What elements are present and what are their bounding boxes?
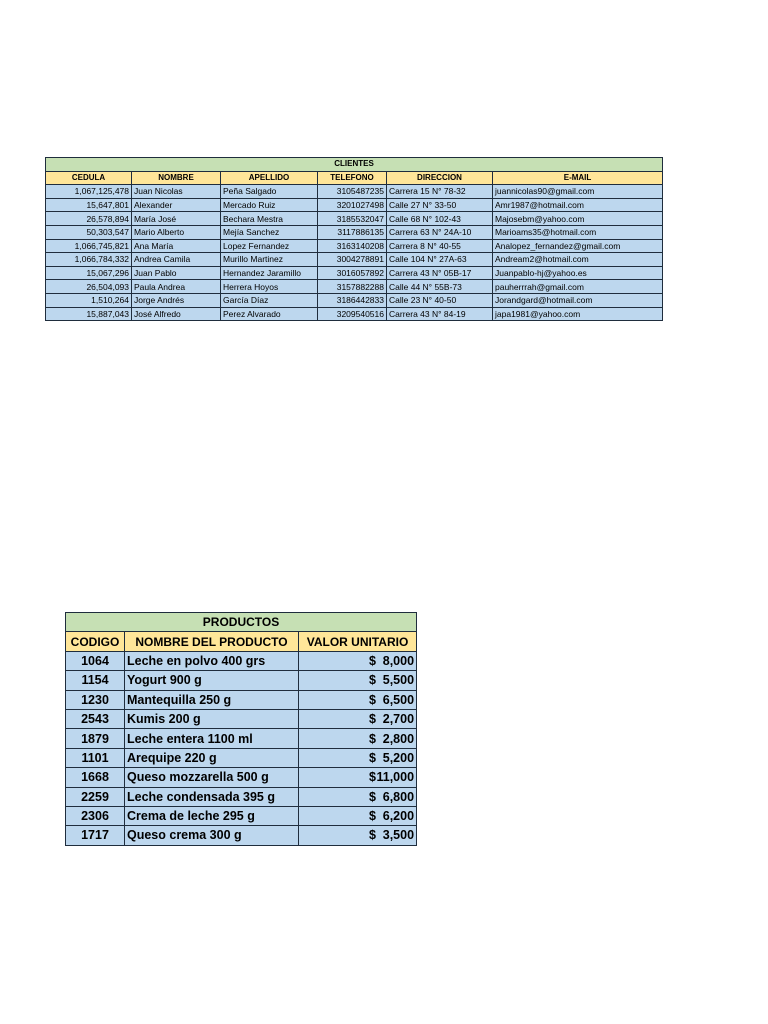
valor-unitario-cell bbox=[299, 729, 417, 748]
nombre-cell: María José bbox=[132, 212, 221, 226]
nombre-cell: Andrea Camila bbox=[132, 253, 221, 267]
valor-amount: 5,500 bbox=[382, 673, 415, 688]
column-header-cedula: CEDULA bbox=[46, 171, 132, 185]
column-header-codigo: CODIGO bbox=[66, 632, 125, 651]
valor-unitario-cell bbox=[299, 806, 417, 825]
table-row bbox=[66, 806, 417, 825]
cedula-cell: 1,066,784,332 bbox=[46, 253, 132, 267]
currency-symbol: $ bbox=[369, 673, 376, 688]
valor-amount: 6,200 bbox=[382, 809, 415, 824]
currency-symbol: $ bbox=[369, 770, 376, 785]
column-header-nombre: NOMBRE bbox=[132, 171, 221, 185]
direccion-cell: Calle 68 N° 102-43 bbox=[387, 212, 493, 226]
currency-symbol: $ bbox=[369, 789, 376, 804]
email-cell: Jorandgard@hotmail.com bbox=[493, 293, 663, 307]
cedula-cell: 15,067,296 bbox=[46, 266, 132, 280]
valor-unitario-cell bbox=[299, 748, 417, 767]
valor-amount: 2,800 bbox=[382, 731, 415, 746]
currency-symbol: $ bbox=[369, 828, 376, 843]
nombre-producto-cell: Crema de leche 295 g bbox=[125, 806, 299, 825]
clientes-title: CLIENTES bbox=[46, 158, 663, 172]
direccion-cell: Calle 104 N° 27A-63 bbox=[387, 253, 493, 267]
apellido-cell: Bechara Mestra bbox=[221, 212, 318, 226]
nombre-cell: Mario Alberto bbox=[132, 225, 221, 239]
column-header-nombre-producto: NOMBRE DEL PRODUCTO bbox=[125, 632, 299, 651]
valor-amount: 8,000 bbox=[382, 653, 415, 668]
currency-symbol: $ bbox=[369, 731, 376, 746]
valor-unitario-cell bbox=[299, 826, 417, 845]
email-cell: Majosebm@yahoo.com bbox=[493, 212, 663, 226]
table-row bbox=[66, 826, 417, 845]
column-header-valor-unitario: VALOR UNITARIO bbox=[299, 632, 417, 651]
valor-amount: 11,000 bbox=[376, 770, 415, 785]
cedula-cell: 50,303,547 bbox=[46, 225, 132, 239]
table-row bbox=[66, 709, 417, 728]
cedula-cell: 15,887,043 bbox=[46, 307, 132, 321]
email-cell: Juanpablo-hj@yahoo.es bbox=[493, 266, 663, 280]
table-row bbox=[46, 253, 663, 267]
apellido-cell: Perez Alvarado bbox=[221, 307, 318, 321]
nombre-producto-cell: Leche entera 1100 ml bbox=[125, 729, 299, 748]
telefono-cell: 3209540516 bbox=[318, 307, 387, 321]
nombre-cell: Juan Pablo bbox=[132, 266, 221, 280]
codigo-cell: 2259 bbox=[66, 787, 125, 806]
email-cell: juannicolas90@gmail.com bbox=[493, 185, 663, 199]
direccion-cell: Carrera 8 N° 40-55 bbox=[387, 239, 493, 253]
direccion-cell: Calle 44 N° 55B-73 bbox=[387, 280, 493, 294]
nombre-producto-cell: Leche condensada 395 g bbox=[125, 787, 299, 806]
column-header-telefono: TELEFONO bbox=[318, 171, 387, 185]
apellido-cell: Mejía Sanchez bbox=[221, 225, 318, 239]
cedula-cell: 1,066,745,821 bbox=[46, 239, 132, 253]
telefono-cell: 3185532047 bbox=[318, 212, 387, 226]
cedula-cell: 26,578,894 bbox=[46, 212, 132, 226]
email-cell: Analopez_fernandez@gmail.com bbox=[493, 239, 663, 253]
telefono-cell: 3016057892 bbox=[318, 266, 387, 280]
cedula-cell: 1,510,264 bbox=[46, 293, 132, 307]
codigo-cell: 1717 bbox=[66, 826, 125, 845]
valor-unitario-cell bbox=[299, 709, 417, 728]
apellido-cell: Mercado Ruiz bbox=[221, 198, 318, 212]
telefono-cell: 3117886135 bbox=[318, 225, 387, 239]
nombre-cell: José Alfredo bbox=[132, 307, 221, 321]
nombre-cell: Ana María bbox=[132, 239, 221, 253]
valor-amount: 2,700 bbox=[382, 712, 415, 727]
cedula-cell: 26,504,093 bbox=[46, 280, 132, 294]
column-header-apellido: APELLIDO bbox=[221, 171, 318, 185]
table-row bbox=[66, 729, 417, 748]
codigo-cell: 2306 bbox=[66, 806, 125, 825]
telefono-cell: 3163140208 bbox=[318, 239, 387, 253]
nombre-producto-cell: Mantequilla 250 g bbox=[125, 690, 299, 709]
nombre-cell: Alexander bbox=[132, 198, 221, 212]
productos-header-row bbox=[66, 632, 417, 651]
table-row bbox=[66, 651, 417, 670]
productos-title: PRODUCTOS bbox=[66, 613, 417, 632]
email-cell: Andream2@hotmail.com bbox=[493, 253, 663, 267]
table-row bbox=[66, 768, 417, 787]
nombre-producto-cell: Leche en polvo 400 grs bbox=[125, 651, 299, 670]
clientes-header-row bbox=[46, 171, 663, 185]
cedula-cell: 15,647,801 bbox=[46, 198, 132, 212]
table-row bbox=[46, 225, 663, 239]
codigo-cell: 1064 bbox=[66, 651, 125, 670]
codigo-cell: 1879 bbox=[66, 729, 125, 748]
valor-unitario-cell bbox=[299, 690, 417, 709]
apellido-cell: Lopez Fernandez bbox=[221, 239, 318, 253]
currency-symbol: $ bbox=[369, 692, 376, 707]
table-row bbox=[46, 266, 663, 280]
table-row bbox=[66, 748, 417, 767]
table-row bbox=[46, 185, 663, 199]
currency-symbol: $ bbox=[369, 653, 376, 668]
direccion-cell: Carrera 43 N° 05B-17 bbox=[387, 266, 493, 280]
nombre-cell: Juan Nicolas bbox=[132, 185, 221, 199]
codigo-cell: 1230 bbox=[66, 690, 125, 709]
valor-unitario-cell bbox=[299, 671, 417, 690]
cedula-cell: 1,067,125,478 bbox=[46, 185, 132, 199]
nombre-cell: Paula Andrea bbox=[132, 280, 221, 294]
table-row bbox=[46, 198, 663, 212]
nombre-producto-cell: Queso mozzarella 500 g bbox=[125, 768, 299, 787]
direccion-cell: Carrera 15 N° 78-32 bbox=[387, 185, 493, 199]
currency-symbol: $ bbox=[369, 809, 376, 824]
telefono-cell: 3201027498 bbox=[318, 198, 387, 212]
column-header-direccion: DIRECCION bbox=[387, 171, 493, 185]
column-header-email: E-MAIL bbox=[493, 171, 663, 185]
direccion-cell: Calle 27 N° 33-50 bbox=[387, 198, 493, 212]
table-row bbox=[46, 293, 663, 307]
direccion-cell: Carrera 63 N° 24A-10 bbox=[387, 225, 493, 239]
telefono-cell: 3105487235 bbox=[318, 185, 387, 199]
productos-table bbox=[65, 612, 417, 846]
apellido-cell: Murillo Martinez bbox=[221, 253, 318, 267]
telefono-cell: 3186442833 bbox=[318, 293, 387, 307]
apellido-cell: Herrera Hoyos bbox=[221, 280, 318, 294]
table-row bbox=[66, 671, 417, 690]
clientes-table bbox=[45, 157, 663, 321]
apellido-cell: Peña Salgado bbox=[221, 185, 318, 199]
valor-amount: 5,200 bbox=[382, 750, 415, 765]
nombre-producto-cell: Yogurt 900 g bbox=[125, 671, 299, 690]
email-cell: japa1981@yahoo.com bbox=[493, 307, 663, 321]
email-cell: Amr1987@hotmail.com bbox=[493, 198, 663, 212]
table-row bbox=[46, 307, 663, 321]
email-cell: pauherrrah@gmail.com bbox=[493, 280, 663, 294]
email-cell: Marioams35@hotmail.com bbox=[493, 225, 663, 239]
currency-symbol: $ bbox=[369, 712, 376, 727]
table-row bbox=[46, 212, 663, 226]
nombre-producto-cell: Queso crema 300 g bbox=[125, 826, 299, 845]
direccion-cell: Carrera 43 N° 84-19 bbox=[387, 307, 493, 321]
nombre-producto-cell: Kumis 200 g bbox=[125, 709, 299, 728]
valor-amount: 6,500 bbox=[382, 692, 415, 707]
valor-unitario-cell bbox=[299, 787, 417, 806]
nombre-cell: Jorge Andrés bbox=[132, 293, 221, 307]
codigo-cell: 2543 bbox=[66, 709, 125, 728]
table-row bbox=[66, 690, 417, 709]
table-row bbox=[46, 239, 663, 253]
codigo-cell: 1668 bbox=[66, 768, 125, 787]
codigo-cell: 1154 bbox=[66, 671, 125, 690]
valor-amount: 6,800 bbox=[382, 789, 415, 804]
codigo-cell: 1101 bbox=[66, 748, 125, 767]
apellido-cell: García Díaz bbox=[221, 293, 318, 307]
telefono-cell: 3004278891 bbox=[318, 253, 387, 267]
currency-symbol: $ bbox=[369, 750, 376, 765]
valor-unitario-cell bbox=[299, 651, 417, 670]
valor-amount: 3,500 bbox=[382, 828, 415, 843]
direccion-cell: Calle 23 N° 40-50 bbox=[387, 293, 493, 307]
table-row bbox=[66, 787, 417, 806]
table-row bbox=[46, 280, 663, 294]
valor-unitario-cell bbox=[299, 768, 417, 787]
telefono-cell: 3157882288 bbox=[318, 280, 387, 294]
nombre-producto-cell: Arequipe 220 g bbox=[125, 748, 299, 767]
apellido-cell: Hernandez Jaramillo bbox=[221, 266, 318, 280]
